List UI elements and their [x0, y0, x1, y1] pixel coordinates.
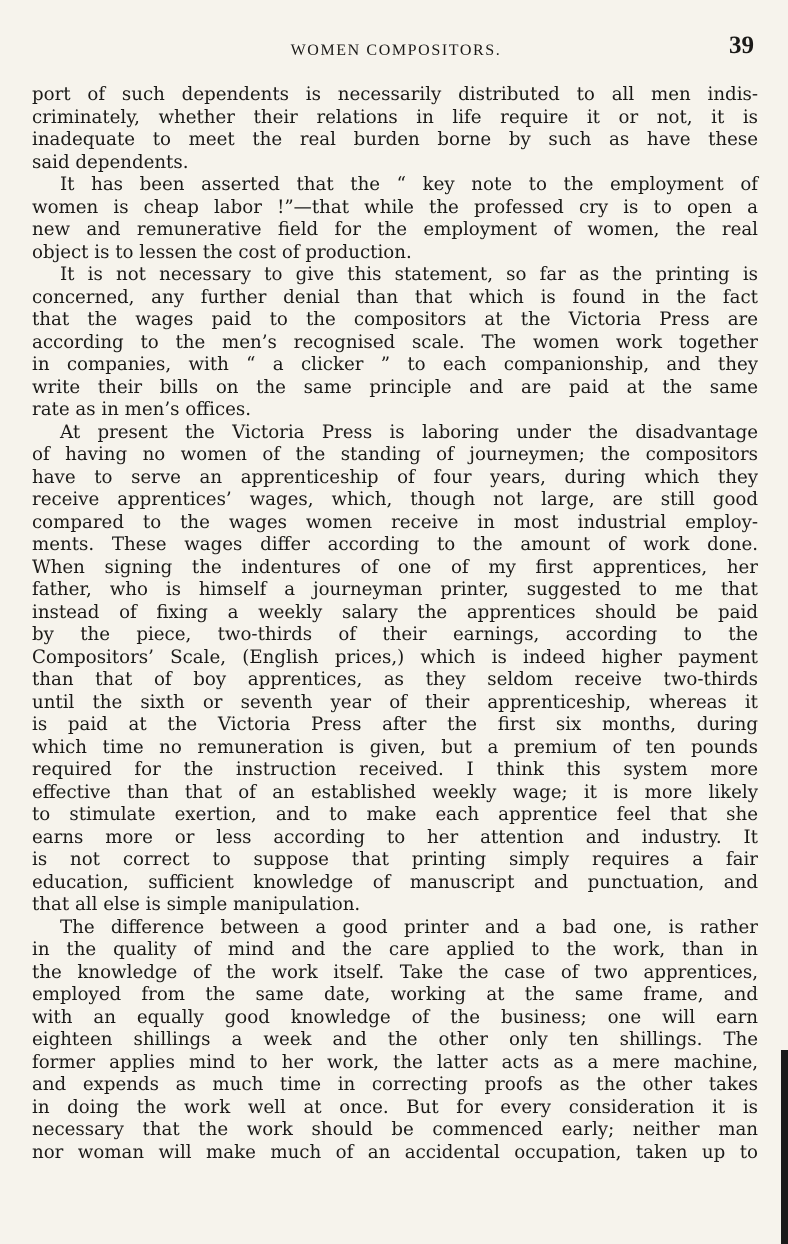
text-line: required for the instruction received. I think this system more — [32, 759, 758, 780]
running-title: WOMEN COMPOSITORS. — [290, 42, 502, 59]
text-line: the knowledge of the work itself. Take the case of two apprentices, — [32, 961, 758, 983]
text-line: education, sufficient knowledge of manuscript and punctuation, and — [32, 871, 758, 893]
text-line: to stimulate exertion, and to make each apprentice feel that she — [32, 804, 758, 825]
body-text — [32, 84, 758, 1164]
text-line: At present the Victoria Press is laboring under the disadvantage — [60, 421, 758, 443]
text-line: When signing the indentures of one of my first apprentices, her — [32, 556, 758, 578]
text-line: father, who is himself a journeyman printer, suggested to me that — [32, 579, 758, 600]
text-line: ments. These wages differ according to the amount of work done. — [32, 534, 758, 555]
text-line: The difference between a good printer and a bad one, is rather — [60, 916, 758, 938]
text-line: It has been asserted that the “ key note to the employment of — [60, 174, 758, 195]
text-line: eighteen shillings a week and the other only ten shillings. The — [32, 1029, 758, 1050]
text-line: employed from the same date, working at the same frame, and — [32, 984, 758, 1005]
text-line: instead of fixing a weekly salary the apprentices should be paid — [32, 601, 758, 623]
text-line: have to serve an apprenticeship of four years, during which they — [32, 466, 758, 488]
text-line: earns more or less according to her attention and industry. It — [32, 826, 758, 848]
text-line: by the piece, two-thirds of their earnings, according to the — [32, 624, 758, 645]
text-line: nor woman will make much of an accidental occupation, taken up to — [32, 1141, 758, 1163]
text-line: according to the men’s recognised scale. The women work together — [32, 331, 758, 353]
text-line: in doing the work well at once. But for every consideration it is — [32, 1096, 758, 1118]
text-line: in companies, with “ a clicker ” to each companionship, and they — [32, 354, 758, 375]
text-line: object is to lessen the cost of production. — [32, 241, 412, 263]
text-line: women is cheap labor !”—that while the professed cry is to open a — [32, 196, 758, 218]
text-line: with an equally good knowledge of the business; one will earn — [32, 1006, 758, 1028]
text-line: is not correct to suppose that printing simply requires a fair — [32, 849, 758, 870]
text-line: than that of boy apprentices, as they seldom receive two-thirds — [32, 669, 758, 690]
text-line: effective than that of an established weekly wage; it is more likely — [32, 781, 758, 803]
text-line: which time no remuneration is given, but a premium of ten pounds — [32, 736, 758, 758]
text-line: Compositors’ Scale, (English prices,) which is indeed higher payment — [32, 646, 758, 668]
text-line: write their bills on the same principle and are paid at the same — [32, 376, 758, 398]
text-line: compared to the wages women receive in most industrial employ- — [32, 511, 758, 533]
text-line: new and remunerative field for the employment of women, the real — [32, 219, 758, 240]
page-number: 39 — [729, 32, 754, 59]
text-line: It is not necessary to give this statement, so far as the printing is — [60, 264, 758, 285]
text-line: necessary that the work should be commenced early; neither man — [32, 1119, 758, 1140]
text-line: receive apprentices’ wages, which, though not large, are still good — [32, 489, 758, 510]
text-line: rate as in men’s offices. — [32, 399, 252, 420]
page-edge-shadow — [781, 1050, 788, 1244]
text-line: inadequate to meet the real burden borne by such as have these — [32, 129, 758, 150]
text-line: criminately, whether their relations in life require it or not, it is — [32, 106, 758, 128]
text-line: that all else is simple manipulation. — [32, 894, 361, 915]
text-line: port of such dependents is necessarily distributed to all men indis- — [32, 84, 758, 105]
text-line: said dependents. — [32, 151, 189, 173]
text-line: that the wages paid to the compositors at the Victoria Press are — [32, 309, 758, 330]
text-line: of having no women of the standing of journeymen; the compositors — [32, 444, 758, 465]
text-line: is paid at the Victoria Press after the first six months, during — [32, 714, 758, 735]
text-line: concerned, any further denial than that which is found in the fact — [32, 286, 758, 308]
text-line: former applies mind to her work, the latter acts as a mere machine, — [32, 1051, 758, 1073]
running-head — [30, 32, 762, 66]
text-line: until the sixth or seventh year of their apprenticeship, whereas it — [32, 691, 758, 713]
text-line: in the quality of mind and the care applied to the work, than in — [32, 939, 758, 960]
text-line: and expends as much time in correcting proofs as the other takes — [32, 1074, 758, 1095]
